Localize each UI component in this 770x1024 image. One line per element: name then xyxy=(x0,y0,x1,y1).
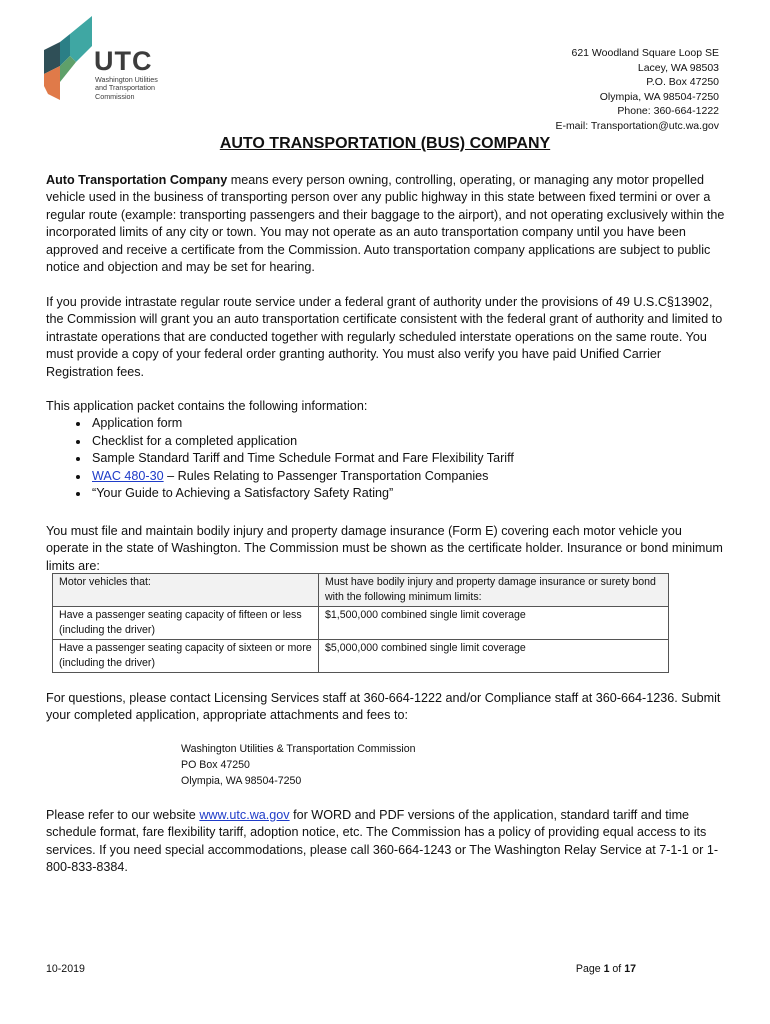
table-cell: $5,000,000 combined single limit coverage xyxy=(319,640,669,673)
packet-intro: This application packet contains the following information: xyxy=(46,399,368,413)
federal-grant-paragraph: If you provide intrastate regular route service under a federal grant of authority under the provisions of 49 U.S.C§13902, the Commission will grant you an auto transportation certificate consistent with the federal grant of authority and limited to intrastate operations that are conducted together with regularly scheduled interstate operations on the same route. You must provide a copy of your federal order granting authority. You must also verify you have paid Unified Carrier Registration fees. xyxy=(46,295,723,379)
utc-logo-mark-icon xyxy=(40,16,96,106)
packet-list xyxy=(46,415,726,502)
insurance-table xyxy=(52,573,669,673)
website-paragraph xyxy=(46,807,726,877)
list-item: • Sample Standard Tariff and Time Schedule Format and Fare Flexibility Tariff xyxy=(90,450,726,467)
table-cell: $1,500,000 combined single limit coverage xyxy=(319,607,669,640)
email-line: E-mail: Transportation@utc.wa.gov xyxy=(555,119,719,132)
list-item: • Application form xyxy=(90,415,726,432)
address-line: Lacey, WA 98503 xyxy=(637,61,719,74)
definition-term: Auto Transportation Company xyxy=(46,173,228,187)
website-text-pre: Please refer to our website xyxy=(46,808,200,822)
wac-description: – Rules Relating to Passenger Transportation Companies xyxy=(163,468,489,483)
mailing-line: Washington Utilities & Transportation Commission xyxy=(181,743,416,755)
table-row xyxy=(53,607,669,640)
packet-contents xyxy=(46,398,726,502)
wac-link[interactable]: WAC 480-30 xyxy=(92,468,164,483)
list-item: • Checklist for a completed application xyxy=(90,433,726,450)
table-header-row xyxy=(53,574,669,607)
revision-date: 10-2019 xyxy=(46,963,85,975)
table-cell: Have a passenger seating capacity of sixteen or more (including the driver) xyxy=(53,640,319,673)
insurance-paragraph: You must file and maintain bodily injury and property damage insurance (Form E) covering each motor vehicle you operate in the state of Washington. The Commission must be shown as the certificate holder. Insurance or bond minimum limits are: xyxy=(46,524,723,573)
questions-paragraph: For questions, please contact Licensing Services staff at 360-664-1222 and/or Compliance staff at 360-664-1236. Submit your completed application, appropriate attachments and fees to: xyxy=(46,691,721,723)
contact-address xyxy=(555,46,719,133)
phone-line: Phone: 360-664-1222 xyxy=(617,105,719,117)
utc-logo xyxy=(40,16,180,106)
mailing-line: Olympia, WA 98504-7250 xyxy=(181,775,302,787)
logo-sub-line: Washington Utilities xyxy=(95,75,158,84)
table-header-cell: Motor vehicles that: xyxy=(53,574,319,607)
page-word: Page xyxy=(575,963,604,975)
website-text-post: for WORD and PDF versions of the application, standard tariff and time schedule format, fare flexibility tariff, adoption notice, etc. The Commission has a policy of providing equal access to its services. If you need special accommodations, please call 360-664-1243 or The Washington Relay Service at 7-1-1 or 1-800-833-8384. xyxy=(46,808,719,875)
logo-wordmark: UTC xyxy=(94,46,153,76)
page-total: 17 xyxy=(624,963,636,975)
definition-paragraph xyxy=(46,172,726,276)
list-item: • “Your Guide to Achieving a Satisfactory Safety Rating” xyxy=(90,485,726,502)
table-row xyxy=(53,640,669,673)
address-line: Olympia, WA 98504-7250 xyxy=(599,90,719,103)
logo-sub-line: Commission xyxy=(95,91,135,101)
mailing-line: PO Box 47250 xyxy=(181,759,250,771)
address-line: 621 Woodland Square Loop SE xyxy=(571,47,719,59)
table-header-cell: Must have bodily injury and property damage insurance or surety bond with the following minimum limits: xyxy=(319,574,669,607)
mailing-address xyxy=(181,741,416,789)
page-of: of xyxy=(609,963,625,975)
logo-sub-line: and Transportation xyxy=(95,83,155,93)
table-cell: Have a passenger seating capacity of fifteen or less (including the driver) xyxy=(53,607,319,640)
address-line: P.O. Box 47250 xyxy=(646,76,719,88)
page-title: AUTO TRANSPORTATION (BUS) COMPANY xyxy=(219,135,551,152)
page-number xyxy=(576,963,636,975)
definition-text: means every person owning, controlling, operating, or managing any motor propelled vehicle used in the business of transporting person over any public highway in this state between fixed termini or over a regular route (example: transporting passengers and their baggage to the airport), and not operating exclusively within the incorporated limits of any city or town. You may not operate as an auto transportation company until you have been approved and receive a certificate from the Commission. Auto transportation company applications are subject to public notice and objection and may be set for hearing. xyxy=(46,173,725,275)
list-item xyxy=(90,468,726,485)
logo-subtitle xyxy=(95,76,158,101)
website-link[interactable]: www.utc.wa.gov xyxy=(199,808,290,822)
page-current: 1 xyxy=(603,963,610,975)
